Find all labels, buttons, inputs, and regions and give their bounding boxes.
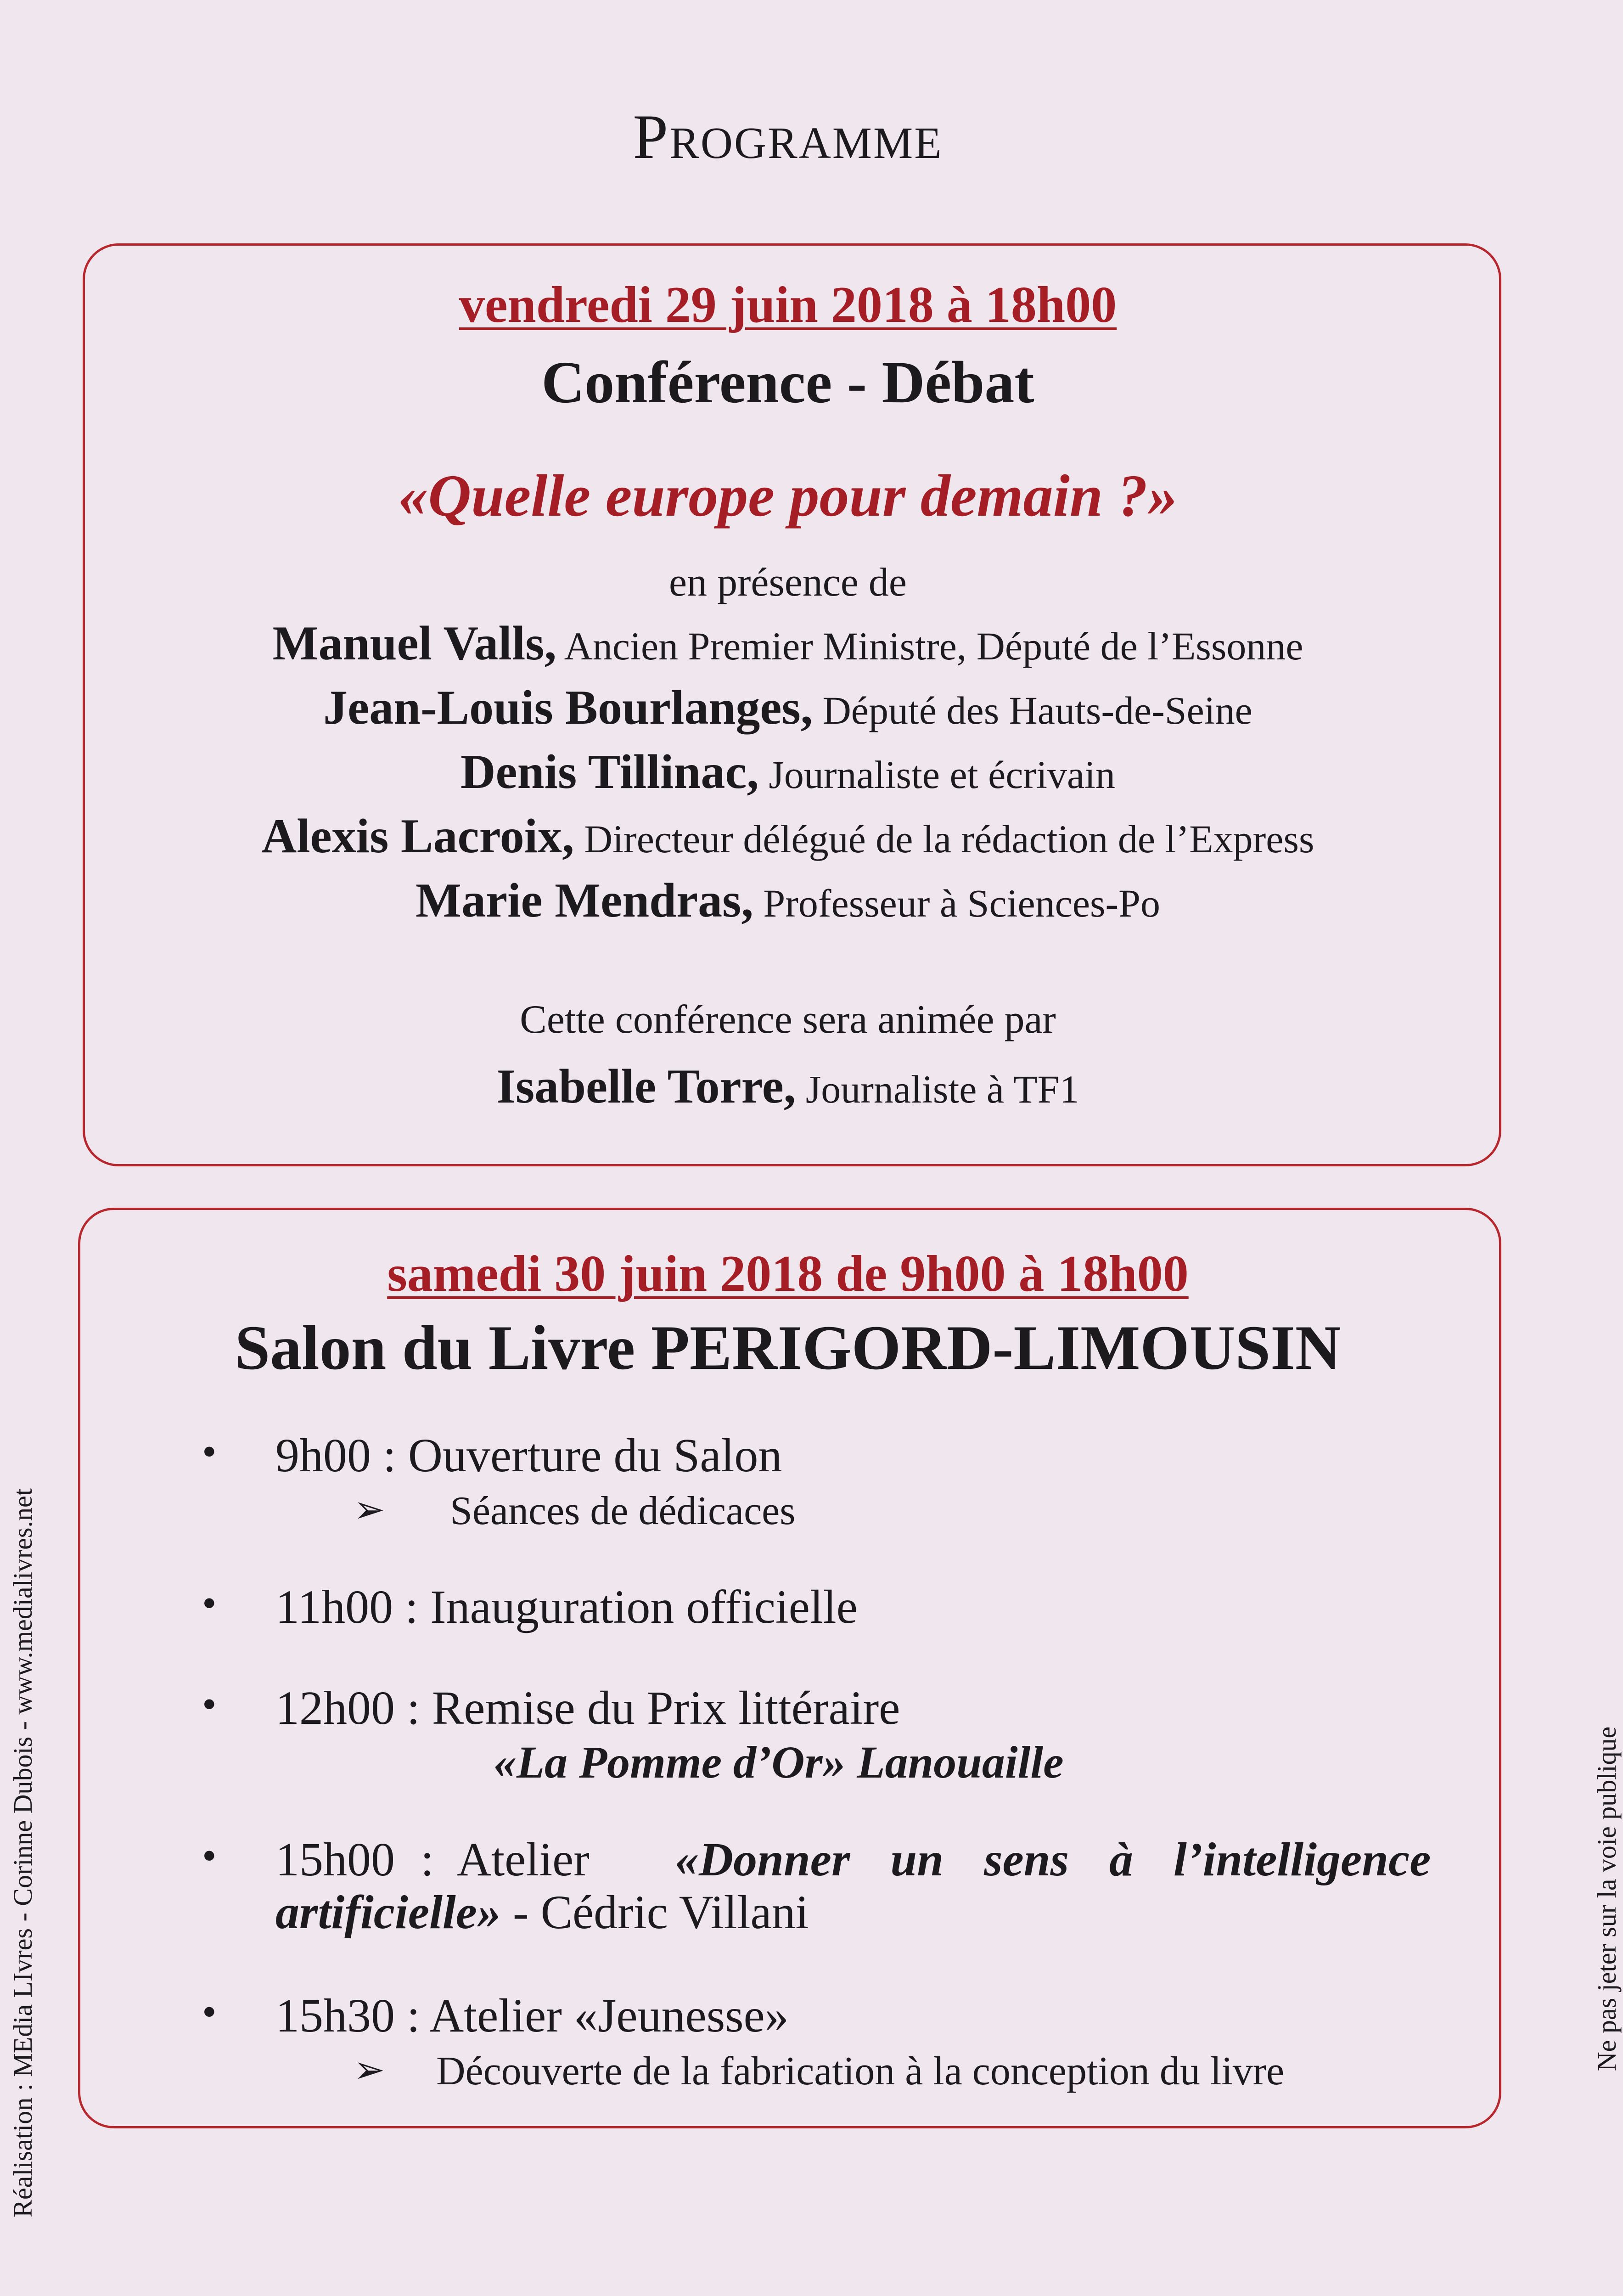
speaker-name: Alexis Lacroix, [261,809,574,863]
speaker-name: Marie Mendras, [416,873,753,927]
friday-date: vendredi 29 juin 2018 à 18h00 [459,276,1117,333]
moderator-name: Isabelle Torre, [496,1059,796,1113]
bullet-icon: • [202,1682,217,1727]
bullet-icon: • [202,1429,217,1474]
schedule-time: 9h00 : Ouverture du Salon [275,1429,782,1482]
saturday-date: samedi 30 juin 2018 de 9h00 à 18h00 [387,1245,1189,1302]
conference-quote: «Quelle europe pour demain ?» [398,463,1178,529]
conference-heading: Conférence - Débat [541,349,1034,416]
workshop-author: - Cédric Villani [512,1886,809,1939]
bullet-icon: • [202,1989,217,2035]
bullet-icon: • [202,1581,217,1626]
speaker-role: Ancien Premier Ministre, Député de l’Essonne [564,624,1303,668]
arrow-icon: ➢ [354,2049,385,2091]
schedule-subitem: Séances de dédicaces [450,1489,796,1533]
schedule-item-continuation [275,1885,809,1940]
presence-text: en présence de [669,560,907,605]
arrow-icon: ➢ [354,1489,385,1531]
speaker-role: Journaliste et écrivain [769,753,1116,797]
speaker-line [0,615,1576,671]
speaker-role: Député des Hauts-de-Seine [822,688,1252,732]
speaker-line [0,680,1576,736]
speaker-line [0,744,1576,800]
speaker-role: Professeur à Sciences-Po [763,881,1160,925]
prize-name: «La Pomme d’Or» Lanouaille [494,1737,1064,1788]
moderator-line [0,1058,1576,1114]
moderator-role: Journaliste à TF1 [805,1067,1079,1111]
speaker-line [0,808,1576,864]
schedule-subitem: Découverte de la fabrication à la conception du livre [436,2049,1285,2093]
workshop-title-end: artificielle» [275,1886,501,1939]
schedule-time: 15h30 : Atelier «Jeunesse» [275,1989,789,2042]
moderated-by-text: Cette conférence sera animée par [520,997,1056,1042]
schedule-time: 12h00 : Remise du Prix littéraire [275,1682,900,1734]
schedule-time: 11h00 : Inauguration officielle [275,1581,858,1633]
notice-vertical-text: Ne pas jeter sur la voie publique [1592,1726,1622,2071]
speaker-name: Manuel Valls, [272,616,557,670]
salon-heading: Salon du Livre PERIGORD-LIMOUSIN [235,1312,1341,1383]
speaker-name: Denis Tillinac, [460,745,759,799]
workshop-title: «Donner un sens à l’intelligence [675,1833,1431,1886]
credits-vertical-text: Réalisation : MEdia LIvres - Corinne Dubois - www.medialivres.net [8,1488,38,2217]
speaker-role: Directeur délégué de la rédaction de l’Express [584,817,1314,861]
schedule-time: 15h00 : Atelier [275,1833,590,1886]
page-title: Programme [633,101,943,172]
speaker-name: Jean-Louis Bourlanges, [323,681,813,734]
speaker-line [0,872,1576,929]
bullet-icon: • [202,1833,217,1879]
